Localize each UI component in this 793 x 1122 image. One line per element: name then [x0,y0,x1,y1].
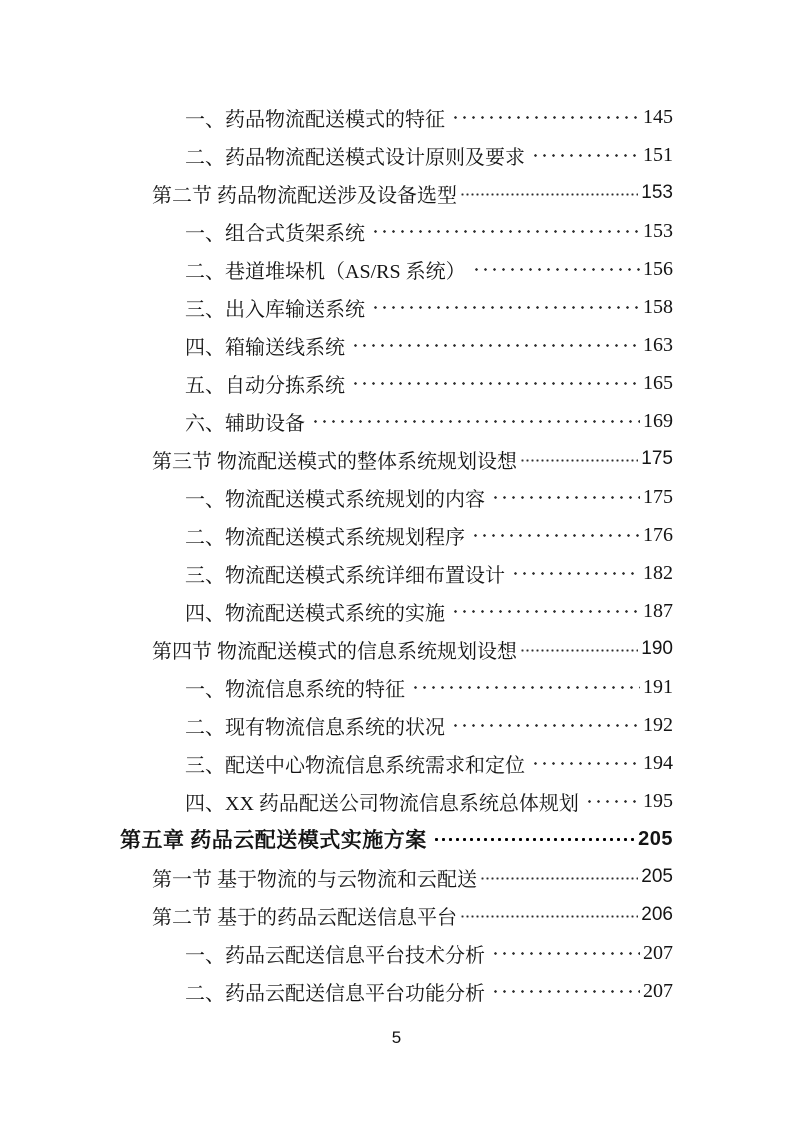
toc-entry-page: 194 [643,751,673,774]
toc-entry-title: 二、药品物流配送模式设计原则及要求 [185,146,525,169]
dot-leader [451,706,640,744]
toc-entry-chapter[interactable] [120,820,673,858]
toc-entry-title: 二、现有物流信息系统的状况 [185,716,445,739]
toc-entry-page: 206 [641,904,673,925]
toc-entry[interactable] [120,250,673,288]
toc-entry[interactable] [120,402,673,440]
toc-entry-page: 153 [643,219,673,242]
toc-entry-title: 三、出入库输送系统 [185,298,365,321]
toc-entry[interactable] [120,326,673,364]
toc-entry[interactable] [120,668,673,706]
toc-entry-page: 169 [643,409,673,432]
toc-entry-page: 163 [643,333,673,356]
toc-entry[interactable] [120,744,673,782]
toc-entry[interactable] [120,972,673,1010]
toc-entry[interactable] [120,630,673,668]
toc-entry-page: 205 [641,866,673,887]
toc-entry-page: 205 [638,827,673,850]
dot-leader [585,782,640,820]
toc-entry-title: 一、药品物流配送模式的特征 [185,108,445,131]
dot-leader [371,212,640,250]
toc-entry[interactable] [120,706,673,744]
toc-entry-page: 151 [643,143,673,166]
toc-entry[interactable] [120,364,673,402]
dot-leader [451,98,640,136]
toc-entry-page: 190 [641,638,673,659]
toc-entry[interactable] [120,288,673,326]
toc-entry-title: 第四节 物流配送模式的信息系统规划设想 [152,640,517,663]
dot-leader [531,744,640,782]
dot-leader [411,668,640,706]
toc-entry-page: 158 [643,295,673,318]
dot-leader [460,896,638,934]
page-number: 5 [391,1028,402,1047]
toc-entry-title: 一、组合式货架系统 [185,222,365,245]
toc-entry-page: 156 [643,257,673,280]
toc-entry-title: 二、巷道堆垛机（AS/RS 系统） [185,260,466,283]
toc-entry-page: 207 [643,941,673,964]
dot-leader [480,858,638,896]
dot-leader [520,440,638,478]
toc-entry-title: 五、自动分拣系统 [185,374,345,397]
toc-entry[interactable] [120,554,673,592]
toc-entry-page: 145 [643,105,673,128]
toc-entry[interactable] [120,136,673,174]
toc-entry-page: 187 [643,599,673,622]
toc-entry[interactable] [120,858,673,896]
toc-entry-page: 165 [643,371,673,394]
toc-entry[interactable] [120,516,673,554]
toc-entry-title: 第三节 物流配送模式的整体系统规划设想 [152,450,517,473]
toc-entry-page: 175 [643,485,673,508]
toc-entry-title: 第一节 基于物流的与云物流和云配送 [152,868,477,891]
dot-leader [460,174,638,212]
dot-leader [472,250,640,288]
dot-leader [371,288,640,326]
dot-leader [491,934,640,972]
toc-entry[interactable] [120,98,673,136]
toc-entry-page: 176 [643,523,673,546]
toc-entry-title: 四、箱输送线系统 [185,336,345,359]
toc-entry-title: 四、物流配送模式系统的实施 [185,602,445,625]
toc-entry-title: 一、物流信息系统的特征 [185,678,405,701]
page-footer [0,1028,793,1048]
toc-entry[interactable] [120,592,673,630]
dot-leader [491,972,640,1010]
toc-entry-title: 二、物流配送模式系统规划程序 [185,526,465,549]
dot-leader [471,516,640,554]
toc-entry-title: 二、药品云配送信息平台功能分析 [185,982,485,1005]
toc-entry-page: 192 [643,713,673,736]
dot-leader [351,364,640,402]
toc-entry-page: 175 [641,448,673,469]
dot-leader [520,630,638,668]
toc-entry[interactable] [120,782,673,820]
toc-entry-title: 六、辅助设备 [185,412,305,435]
toc-entry[interactable] [120,934,673,972]
dot-leader [511,554,640,592]
toc-entry[interactable] [120,212,673,250]
toc-entry[interactable] [120,896,673,934]
toc-entry-title: 第二节 药品物流配送涉及设备选型 [152,184,457,207]
toc-entry-title: 一、物流配送模式系统规划的内容 [185,488,485,511]
toc-entry-title: 三、物流配送模式系统详细布置设计 [185,564,505,587]
toc-entry-title: 一、药品云配送信息平台技术分析 [185,944,485,967]
toc-entry[interactable] [120,440,673,478]
table-of-contents [120,98,673,1010]
toc-entry-title: 第二节 基于的药品云配送信息平台 [152,906,457,929]
toc-entry-page: 195 [643,789,673,812]
toc-entry-page: 207 [643,979,673,1002]
dot-leader [491,478,640,516]
toc-entry-title: 四、XX 药品配送公司物流信息系统总体规划 [185,792,579,815]
dot-leader [351,326,640,364]
toc-entry-title: 第五章 药品云配送模式实施方案 [120,828,427,852]
toc-entry-page: 191 [643,675,673,698]
toc-entry-page: 153 [641,182,673,203]
dot-leader [433,820,635,858]
dot-leader [451,592,640,630]
dot-leader [531,136,640,174]
dot-leader [311,402,640,440]
toc-entry[interactable] [120,174,673,212]
toc-entry-title: 三、配送中心物流信息系统需求和定位 [185,754,525,777]
toc-entry[interactable] [120,478,673,516]
toc-entry-page: 182 [643,561,673,584]
